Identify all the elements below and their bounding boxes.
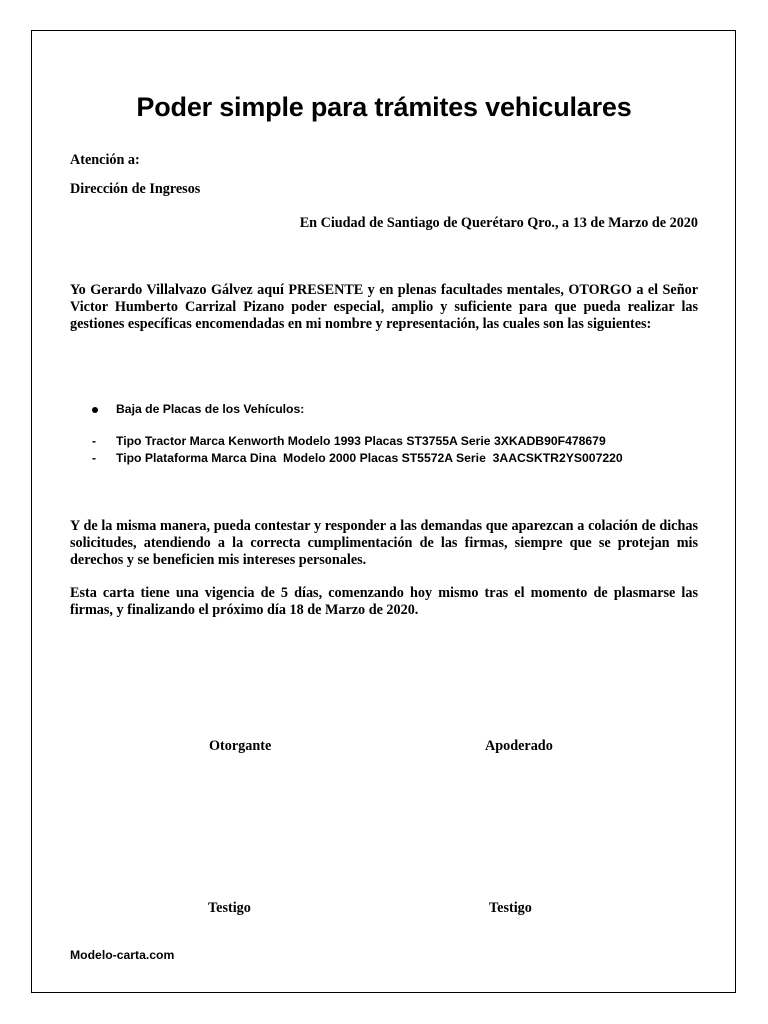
grantor-signature-label: Otorgante [209,738,272,754]
third-paragraph: Esta carta tiene una vigencia de 5 días, comenzando hoy mismo tras el momento de plasmarse las firmas, y finalizando el próximo día 18 de Marzo de 2020. [70,585,698,618]
bullet-icon [92,407,98,413]
witness-left-label: Testigo [208,900,251,916]
dash-marker: - [92,451,96,465]
vehicle-item: Tipo Plataforma Marca Dina Modelo 2000 Placas ST5572A Serie 3AACSKTR2YS007220 [116,451,623,465]
page-border [31,30,736,993]
footer-source: Modelo-carta.com [70,948,175,962]
second-paragraph: Y de la misma manera, pueda contestar y responder a las demandas que aparezcan a colación de dichas solicitudes, atendiendo a la correcta cumplimentación de las firmas, siempre que se protejan mis derechos y se beneficien mis intereses personales. [70,518,698,568]
bullet-item: Baja de Placas de los Vehículos: [116,402,305,416]
witness-right-label: Testigo [489,900,532,916]
intro-paragraph: Yo Gerardo Villalvazo Gálvez aquí PRESENTE y en plenas facultades mentales, OTORGO a el Señor Victor Humberto Carrizal Pizano poder especial, amplio y suficiente para que pueda realizar las gestiones específicas encomendadas en mi nombre y representación, las cuales son las siguientes: [70,282,698,332]
place-date: En Ciudad de Santiago de Querétaro Qro., a 13 de Marzo de 2020 [299,215,698,231]
recipient: Dirección de Ingresos [70,181,201,197]
attention-label: Atención a: [70,152,140,168]
vehicle-item: Tipo Tractor Marca Kenworth Modelo 1993 Placas ST3755A Serie 3XKADB90F478679 [116,434,606,448]
dash-marker: - [92,434,96,448]
document-title: Poder simple para trámites vehiculares [136,92,632,122]
attorney-signature-label: Apoderado [485,738,553,754]
